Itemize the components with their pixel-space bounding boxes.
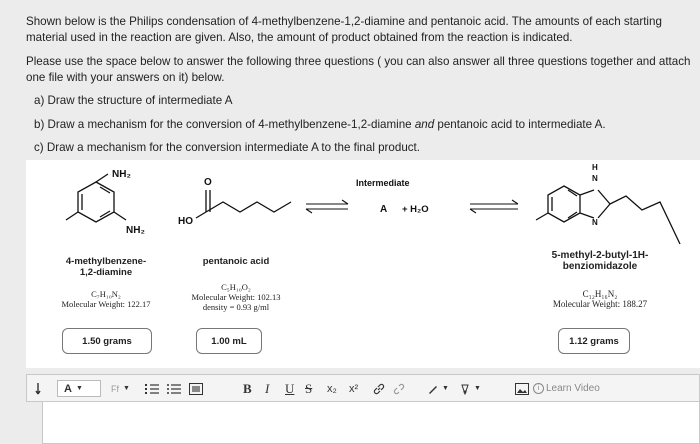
underline-button[interactable]: U — [285, 380, 295, 396]
r1-name-line2: 1,2-diamine — [79, 267, 133, 278]
product-h: H — [592, 163, 598, 172]
product-formula-block — [530, 289, 670, 309]
r2-mw: Molecular Weight: 102.13 — [191, 292, 281, 302]
learn-video-button[interactable] — [533, 380, 600, 397]
reactant2-name: pentanoic acid — [202, 256, 270, 267]
chevron-down-icon: ▼ — [75, 385, 83, 392]
reactant2-formula-block — [166, 282, 306, 312]
equilibrium-arrow-2 — [470, 200, 518, 213]
product-n-bottom: N — [592, 218, 598, 227]
part-b-and: and — [414, 117, 435, 131]
embed-icon[interactable] — [189, 380, 203, 397]
unlink-icon[interactable] — [393, 380, 405, 397]
question-part-c: c) Draw a mechanism for the conversion intermediate A to the final product. — [34, 141, 421, 154]
subscript-button[interactable]: x₂ — [327, 382, 337, 395]
chevron-down-icon: ▼ — [474, 385, 481, 392]
unordered-list-icon[interactable] — [167, 380, 181, 397]
bold-button[interactable]: B — [243, 380, 252, 396]
intermediate-a: A — [380, 204, 388, 215]
r2-density: density = 0.93 g/ml — [202, 302, 270, 312]
text-color-icon[interactable] — [427, 380, 449, 397]
product-name — [530, 250, 670, 272]
highlight-color-icon[interactable] — [459, 380, 481, 397]
question-intro: Shown below is the Philips condensation of 4-methylbenzene-1,2-diamine and pentanoic acid. The amounts of each starting material used in the reaction are given. Also, the amount of product obtained from the reaction is indicated. — [26, 15, 662, 44]
font-style-label: A — [64, 382, 72, 395]
link-icon[interactable] — [373, 380, 385, 397]
part-b-post: pentanoic acid to intermediate A. — [434, 117, 606, 131]
r1-formula: C₇H₁₀N₂ — [91, 289, 121, 299]
r2-ho: HO — [178, 216, 193, 227]
product-n-top: N — [592, 174, 598, 183]
part-b-pre: b) Draw a mechanism for the conversion of 4-methylbenzene-1,2-diamine — [34, 117, 415, 131]
chevron-down-icon: ▼ — [123, 385, 130, 392]
image-icon[interactable] — [515, 380, 529, 397]
equilibrium-arrow-1 — [306, 200, 348, 213]
reactant1-name — [46, 256, 166, 278]
paragraph-icon[interactable] — [35, 380, 47, 397]
product-mw: Molecular Weight: 188.27 — [552, 299, 648, 309]
font-size-label: Ff — [111, 383, 119, 394]
reactant1-amount: 1.50 grams — [62, 328, 152, 354]
r1-nh2-bottom: NH₂ — [126, 225, 145, 236]
r1-name-line1: 4-methylbenzene- — [65, 256, 147, 267]
learn-video-label: Learn Video — [546, 383, 600, 394]
reactant2-amount: 1.00 mL — [196, 328, 262, 354]
r1-mw: Molecular Weight: 122.17 — [61, 299, 151, 309]
reaction-scheme — [26, 160, 700, 368]
intermediate-water: + H₂O — [402, 204, 429, 215]
question-instruction: Please use the space below to answer the following three questions ( you can also answer all three questions together and attach one file with your answers on it) below. — [26, 55, 691, 84]
editor-toolbar — [26, 374, 700, 402]
product-structure — [536, 186, 680, 244]
superscript-button[interactable]: x² — [349, 382, 359, 395]
question-part-b — [26, 117, 700, 133]
ordered-list-icon[interactable] — [145, 380, 159, 397]
reactant2-structure — [196, 190, 291, 218]
font-size-dropdown[interactable] — [111, 380, 130, 397]
reactant1-structure — [66, 174, 126, 222]
italic-button[interactable]: I — [265, 380, 270, 396]
r2-formula: C₅H₁₀O₂ — [221, 282, 251, 292]
intermediate-label: Intermediate — [356, 178, 410, 188]
product-name-line2: benziomidazole — [562, 261, 638, 272]
question-part-a: a) Draw the structure of intermediate A — [34, 94, 233, 107]
reactant1-formula-block — [36, 289, 176, 309]
answer-editor[interactable] — [42, 402, 700, 444]
question-text — [26, 14, 700, 156]
strikethrough-button[interactable]: S — [305, 380, 313, 396]
r2-oxygen: O — [204, 177, 212, 188]
product-formula: C₁₂H₁₆N₂ — [582, 289, 618, 299]
r1-nh2-top: NH₂ — [112, 169, 131, 180]
product-amount: 1.12 grams — [558, 328, 630, 354]
chevron-down-icon: ▼ — [442, 385, 449, 392]
product-name-line1: 5-methyl-2-butyl-1H- — [551, 250, 649, 261]
info-icon: i — [533, 383, 544, 394]
font-style-dropdown[interactable] — [57, 380, 101, 397]
